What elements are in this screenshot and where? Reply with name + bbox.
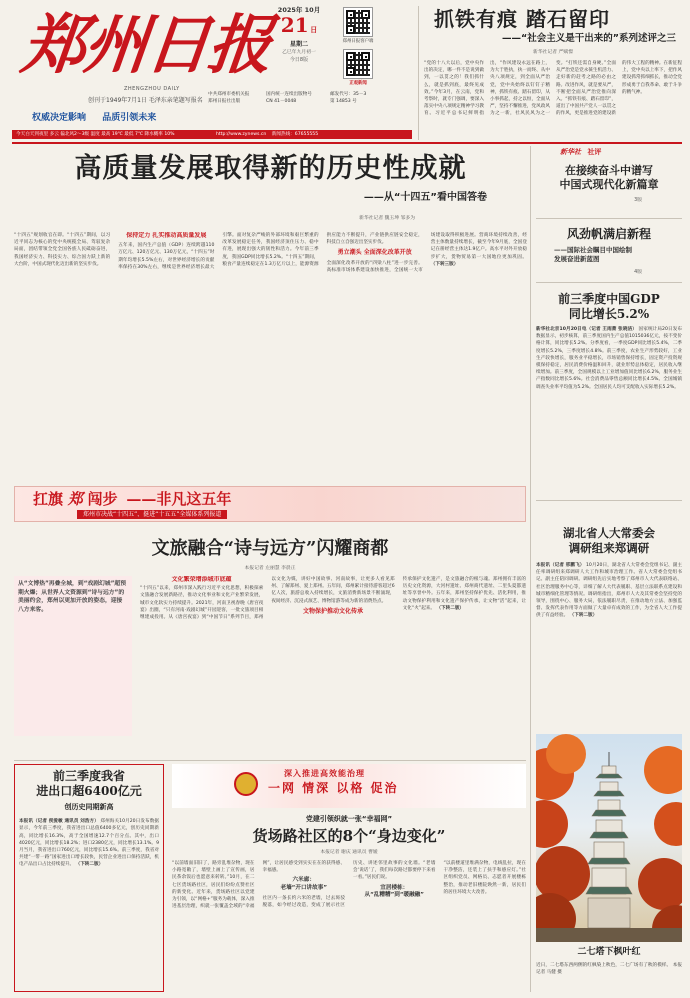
voyage-title: 风劲帆满启新程 (566, 227, 651, 241)
masthead-date-box (264, 6, 334, 76)
culture-article (14, 528, 526, 754)
masthead-founded: 创刊于1949年7月1日 毛泽东亲笔题写报名 (88, 97, 203, 104)
banner-run: 闯步 (87, 490, 118, 508)
weather-text: 今天白天到夜里 多云 偏北风2～3级 温度 最高 19℃ 最低 7℃ 降水概率 10% (16, 132, 175, 137)
import-export-article (14, 764, 164, 992)
banner-slogan: ——非凡这五年 (126, 490, 232, 508)
article-subtitle: ——“社会主义是干出来的”系列述评之三 (502, 33, 676, 44)
hotline-text: 新闻热线：67655555 (271, 132, 319, 137)
commentary-title: 在接续奋斗中谱写 中国式现代化新篇章 (559, 164, 659, 191)
campaign-subhead-2 (353, 885, 436, 899)
website-link[interactable]: http://www.zynews.cn (216, 132, 267, 137)
banner-strap: 郑州市决战“十四五”、挺进“十五五”全媒体系列报道 (77, 510, 227, 519)
lead-subhead-2: 勇立潮头 全面深化改革开放 (337, 249, 412, 257)
slogan-right: 品质引领未来 (102, 113, 157, 123)
right-column (536, 146, 682, 992)
culture-intro-box (14, 576, 132, 736)
campaign-body: “以前墙面旧旧了，路旁乱堆杂物，现在小路宽敞了，墙壁上画上了宣传画，居民茶余饭后也愿意来转转。”10月，在二七区货场路社区，居民们纷纷点赞社区的新变化。近年来，货场路社区以党建为引领，以“网格+”服务为载体，深入推进基层治理，织就一张覆盖全域的“幸福网”，让居民感受到实实在在的获得感、幸福感。 六米廊： 老墙“开口讲故事” 社区内一条长约六米的老墙，过去斑驳脱落，如今经过改造，变成了展示社区历史、讲述邻里故事的文化墙。“老墙会‘说话’了，我们每次路过都要停下来看一看。”居民们说。 宜居楼栋： 从“乱糟糟”到“暖融融” “以前楼道里堆满杂物，电线乱拉，现在干净整洁，还装上了扶手和感应灯。”社区组织党员、网格员、志愿者开展楼栋整治，推动老旧楼院焕然一新，居民们的居住环境大大改善。 (172, 861, 526, 910)
top-right-article (424, 6, 682, 140)
lead-body: “十四五”规划收官在即。“十四五”期间，以习近平同志为核心的党中央统揽全局、驾驭复杂局面，团结带领全党全国各族人民砥砺奋进，我国经济实力、科技实力、综合国力跃上新的大台阶，中国式现代化迈出新的坚实步伐。 保持定力 扎实推动高质量发展 五年来，国内生产总值（GDP）连续跨越110万亿元、120万亿元、130万亿元，“十四五”时期年均增长5.5%左右，对世界经济增长的贡献率保持在30%左右，继续是世界经济增长最大引擎。面对复杂严峻的外部环境和艰巨繁重的改革发展稳定任务，我国经济顶住压力、稳中有进，展现出强大的韧性和活力。今年前三季度，我国GDP同比增长5.2%。“十四五”期间，粮食产量连续稳定在1.3万亿斤以上，能源资源供应能力不断提升，产业链供应链安全稳定，科技自立自强迈出坚实步伐。 勇立潮头 全面深化改革开放 全面深化改革开放的“四梁八柱”进一步完善。高标准市场体系建设加快推进，全国统一大市场建设取得积极进展。营商环境持续改善，经营主体数量持续增长，截至今年9月底，全国登记在册经营主体达1.9亿户。高水平对外开放稳步扩大，货物贸易第一大国地位更加巩固。 （下转三版） (14, 232, 527, 273)
maple-tree-left (536, 734, 590, 942)
import-export-subtitle: 创历史同期新高 (64, 803, 114, 811)
qr-caption-2: 正观新闻 (349, 81, 367, 86)
maple-tree-right (638, 746, 682, 942)
culture-intro: 从“文博热”再叠全城，到“戏剧幻城”超预期火爆；从世界人文资源到“诗与远方”的美丽约会，郑州以更加开放的姿态，迎接八方来客。 (18, 581, 126, 613)
hubei-more: （下转二版） (569, 613, 598, 619)
voyage-subtitle: ——国际社会瞩目中国绘制 发展奋进新蓝图 (554, 246, 632, 263)
publication-code: 国内统一连续出版物号 CN 41－0048 (266, 92, 312, 104)
qr-code-icon[interactable] (344, 8, 372, 36)
gdp-byline: 新华社北京10月20日电（记者 王雨萧 张晓洁） (536, 327, 637, 332)
campaign-motto: 一网 情深 以格 促治 (268, 781, 399, 795)
campaign-strap: 深入推进高效能治理 (284, 769, 365, 778)
campaign-subhead-2a: 宜居楼栋： (380, 884, 409, 891)
import-export-more: （下转二版） (75, 862, 104, 868)
campaign-title: 货场路社区的8个“身边变化” (252, 827, 446, 845)
culture-more: （下转二版） (436, 605, 465, 611)
campaign-subhead-2b: 从“乱糟糟”到“暖融融” (364, 891, 424, 898)
qr-block-2[interactable] (344, 50, 372, 78)
lead-subtitle: ——从“十四五”看中国答卷 (363, 192, 487, 203)
commentary-header (536, 146, 682, 158)
campaign-header (172, 764, 526, 808)
date-year-month: 2025年 10月 (277, 6, 321, 14)
lead-byline: 新华社记者 魏玉坤 邹多为 (359, 216, 415, 221)
voyage-page[interactable]: 4版 (634, 270, 642, 275)
slogan-row (32, 112, 156, 125)
date-day: 21 (280, 13, 309, 38)
gdp-title: 前三季度中国GDP 同比增长5.2% (558, 292, 660, 321)
lead-article (14, 146, 527, 476)
culture-body: 文化繁荣增添城市底蕴 “十四五”以来，郑州市深入践行习近平文化思想，积极探索文旅融合发展新路径，推动文化事业和文化产业繁荣发展，城市文化软实力持续提升。2021年，河南卫视春晚《唐宫夜宴》出圈，“只有河南·戏剧幻城”开园迎客，一批文旅项目相继建成投用。从《唐宫夜宴》到“中国节日”系列节目，郑州以文化为媒，讲好中国故事、河南故事，让更多人看见郑州、了解郑州、爱上郑州。五年间，郑州累计接待游客超过6亿人次，旅游总收入持续增长，文旅消费新场景不断涌现，夜间经济、沉浸式演艺、博物馆游等成为新的消费热点。 文物保护推动文化传承 传承保护文化遗产，是文旅融合的根与魂。郑州拥有丰富的历史文化资源，大河村遗址、郑州商代遗址、二里头夏都遗址等享誉中外。五年来，郑州坚持保护优先、活化利用，推动文物保护利用和文化遗产保护传承，让文物“活”起来，让文化“火”起来。 （下转二版） (140, 576, 526, 621)
date-day-suffix: 日 (310, 26, 318, 35)
import-export-title: 前三季度我省 进出口超6400亿元 (36, 769, 142, 798)
pagoda-photo (536, 734, 682, 942)
commentary-page[interactable]: 3版 (634, 198, 642, 203)
hubei-byline: 本报讯（记者 邢鹏飞） (536, 563, 585, 568)
commentary-label: 新华社 (560, 148, 581, 156)
qr-code-icon[interactable] (344, 50, 372, 78)
date-weekday: 星期二 (289, 41, 308, 49)
photo-caption: 近日，二七塔东西两侧的红枫染上秋色，二七广场有了秋的模样。 本报记者 马健 摄 (536, 963, 682, 976)
campaign-kicker: 党建引领织就一张“幸福网” (305, 815, 393, 823)
article-byline: 新华社记者 严赋憬 (533, 50, 573, 55)
banner-title-row (33, 489, 231, 509)
masthead (14, 6, 409, 124)
photo-title: 二七塔下枫叶红 (577, 947, 641, 957)
banner-tag: 扛旗 (33, 490, 64, 508)
campaign-subhead-1 (263, 877, 346, 891)
culture-byline: 本报记者 左丽慧 李晨正 (244, 566, 296, 571)
import-export-body: 本报讯（记者 侯爱敏 通讯员 刘浩方） 郑州海关10月20日发布数据显示，今年前三季度，我省进出口总值6400多亿元，创历史同期新高，同比增长16.3%，高于全国增速12.7个百分点。其中，出口4020亿元，同比增长18.2%；进口2380亿元，同比增长13.1%。9月当月，我省进出口760亿元，同比增长15.6%。前三季度，我省对共建“一带一路”国家进出口增长较快，民营企业进出口保持活跃，机电产品出口占比持续提升。 （下转二版） (19, 819, 159, 868)
party-emblem-icon (234, 772, 258, 796)
lead-subhead-1: 保持定力 扎实推动高质量发展 (126, 232, 207, 239)
hubei-title: 湖北省人大常委会 调研组来郑调研 (563, 526, 655, 555)
culture-subhead-2: 文物保护推动文化传承 (302, 607, 363, 615)
pagoda-icon (586, 752, 632, 928)
lead-more: （下转三版） (430, 261, 459, 267)
qr-caption-1: 郑州日报客户端 (342, 39, 374, 44)
slogan-left: 权威决定影响 (32, 113, 87, 123)
masthead-pinyin: ZHENGZHOU DAILY (124, 86, 180, 92)
campaign-article (172, 764, 526, 992)
lead-title: 高质量发展取得新的历史性成就 (74, 153, 467, 184)
weather-bar (12, 130, 412, 139)
date-lunar: 乙巳年九月初一 (282, 50, 316, 56)
article-title: 抓铁有痕 踏石留印 (434, 7, 610, 31)
postal-code: 邮发代号：35－3 第 14853 号 (330, 92, 367, 104)
hubei-body: 本报讯（记者 邢鹏飞） 10月20日，湖北省人大常委会党组书记、副主任率调研组来郑调研人大工作和城市治理工作。省人大常委会党组书记、副主任陪同调研。调研组先后实地考察了郑州市人大代表联络站、社区治理服务中心等，详细了解人大代表履职、基层立法联系点建设和城市精细化管理等情况。调研组指出，郑州市人大及其常委会坚持党的领导，围绕中心、服务大局，依法履职尽责，在推动地方立法、加强监督、发挥代表作用等方面做了大量卓有成效的工作，为全省人大工作提供了有益经验。 （下转二版） (536, 563, 682, 619)
article-body: “党的十八大以后，党中央作出的决定，哪一件不是说到做到，一以贯之的！我们抓什么，就是抓到底，最终见成效。”今年3月，在云南，党和考察时，就专门强调，要深入落实中央八项规定精神学习教育。习近平总书记鲜明指出，“作风建设永远在路上，为大于胜执，执一而终、从中央八项规定，到全面从严治党，党中央始终以钉钉子精神，抓铁有痕、踏石留印，从小事抓起，持之以恒，全面从严，坚持不懈推进，党风政风为之一新，社风民风为之一变。“打铁还需自身硬。”全面从严治党是党永葆生机活力、走好新的赶考之路的必由之路。改进作风，就是要从严，不断把全面从严治党推向深入。“抓铁有痕、踏石留印”，道出了中国共产党人一以贯之的作风，更是推进党的建设新的伟大工程的精神。在新征程上，党中央以上率下，把作风建设抓常抓细抓长，推动全党形成勇于自我革命、敢于斗争的精气神。 (424, 61, 682, 117)
import-export-byline: 本报讯（记者 侯爱敏 通讯员 刘浩方） (19, 819, 99, 825)
culture-title: 文旅融合“诗与远方”闪耀商都 (151, 538, 389, 559)
date-pages: 今日8版 (289, 57, 309, 64)
gdp-body: 新华社北京10月20日电（记者 王雨萧 张晓洁） 国家统计局20日发布数据显示，初步核算，前三季度国内生产总值1015036亿元，按不变价格计算，同比增长5.2%。分季度看，一季度GDP同比增长5.4%，二季度增长5.2%，三季度增长4.8%。前三季度，农业生产形势较好，工业生产较快增长，服务业平稳增长，市场销售保持增长，固定资产投资规模保持稳定，居民消费价格温和回升，就业形势总体稳定，居民收入继续增加。前三季度，全国规模以上工业增加值同比增长6.2%，服务业生产指数同比增长5.6%。社会消费品零售总额同比增长4.5%。全国城镇调查失业率平均值为5.2%。全国居民人均可支配收入实际增长5.2%。 (536, 327, 682, 390)
series-banner (14, 486, 526, 522)
banner-tag2: 郑 (67, 490, 83, 508)
qr-block-1[interactable] (344, 8, 372, 36)
culture-subhead-1: 文化繁荣增添城市底蕴 (171, 576, 232, 583)
masthead-logo: 郑州日报 (18, 8, 274, 83)
commentary-tag: 社评 (587, 148, 602, 156)
campaign-byline: 本报记者 谢庆 通讯员 曹媛 (320, 850, 378, 855)
campaign-subhead-1b: 老墙“开口讲故事” (280, 884, 327, 891)
campaign-subhead-1a: 六米廊： (292, 877, 315, 884)
date-day-row (264, 15, 334, 41)
publisher-info: 中共郑州市委机关报 郑州日报社出版 (208, 92, 250, 104)
pagoda-maple-image (536, 734, 682, 942)
